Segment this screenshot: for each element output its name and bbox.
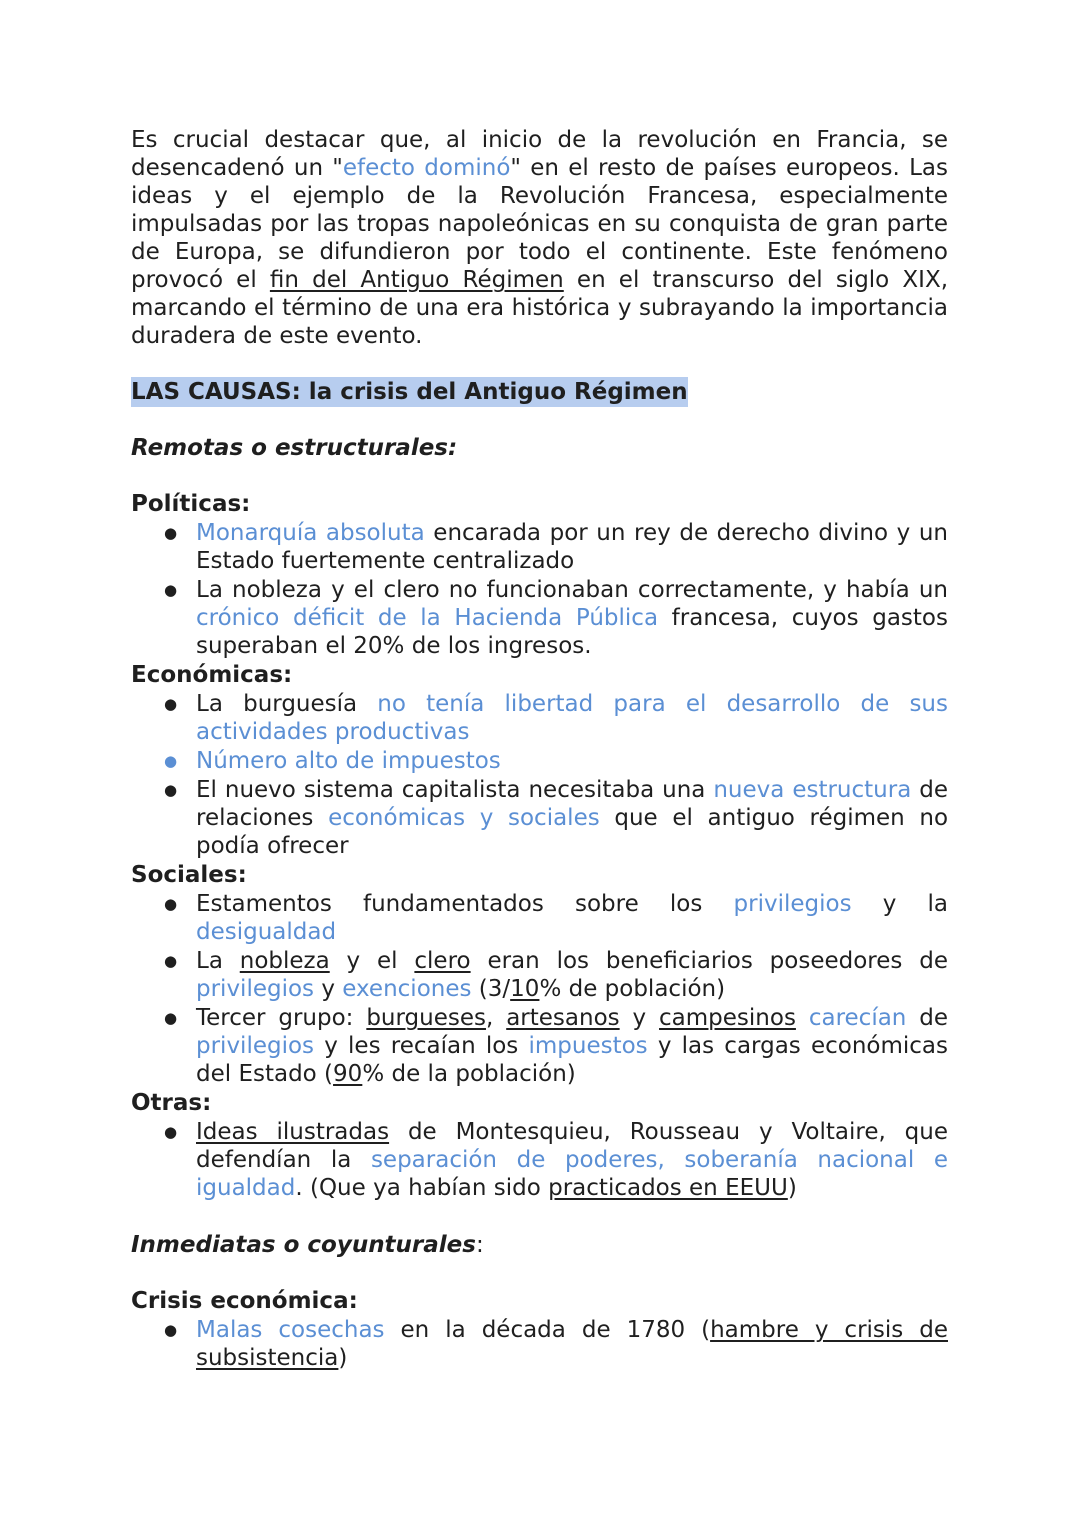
item-text: La	[196, 948, 240, 974]
item-text: (3/	[471, 976, 511, 1002]
item-text: La nobleza y el clero no funcionaban correctamente, y había un	[196, 577, 948, 603]
underlined-term: artesanos	[506, 1005, 620, 1031]
item-text: ,	[486, 1005, 507, 1031]
underlined-term: burgueses	[366, 1005, 486, 1031]
intro-text: en el transcurso del siglo XIX, marcando el término de una era histórica y subrayando la importancia duradera de este evento.	[131, 267, 949, 349]
document-page	[131, 126, 948, 1373]
list-item	[196, 690, 948, 746]
item-text: % de la población)	[362, 1061, 576, 1087]
subheading-colon: :	[475, 1232, 484, 1258]
item-text: y la	[851, 891, 948, 917]
list-sociales	[131, 890, 948, 1088]
category-otras: Otras:	[131, 1090, 212, 1116]
item-text: y les recaían los	[314, 1033, 529, 1059]
highlight-term: privilegios	[196, 1033, 315, 1059]
underlined-term: fin del Antiguo Régimen	[269, 267, 564, 293]
highlight-term: Monarquía absoluta	[196, 520, 425, 546]
item-text: en la década de 1780 (	[384, 1317, 711, 1343]
subheading-remotas: Remotas o estructurales:	[131, 435, 458, 461]
list-item	[196, 519, 948, 575]
highlight-term: no tenía libertad para el desarrollo de sus actividades productivas	[196, 691, 948, 745]
list-crisis	[131, 1316, 948, 1372]
highlight-term: desigualdad	[196, 919, 337, 945]
item-text: que el antiguo régimen no podía ofrecer	[196, 805, 949, 859]
intro-text: Es crucial destacar que, al inicio de la revolución en Francia, se desencadenó un "	[131, 127, 948, 181]
highlight-term: impuestos	[528, 1033, 648, 1059]
highlight-term: crónico déficit de la Hacienda Pública	[196, 605, 659, 631]
item-text: francesa, cuyos gastos superaban el 20% de los ingresos.	[196, 605, 948, 659]
item-text: y	[314, 976, 343, 1002]
category-economicas: Económicas:	[131, 662, 293, 688]
list-otras	[131, 1118, 948, 1202]
item-text: de Montesquieu, Rousseau y Voltaire, que defendían la	[196, 1119, 948, 1173]
item-text: encarada por un rey de derecho divino y un Estado fuertemente centralizado	[196, 520, 948, 574]
item-text: de relaciones	[196, 777, 949, 831]
item-text: )	[338, 1345, 348, 1371]
category-crisis: Crisis económica:	[131, 1288, 358, 1314]
intro-paragraph	[131, 126, 948, 350]
item-text: . (Que ya habían sido	[295, 1175, 549, 1201]
subheading-inmediatas	[131, 1231, 948, 1259]
item-text: El nuevo sistema capitalista necesitaba una	[196, 777, 714, 803]
highlight-term: Número alto de impuestos	[196, 748, 501, 774]
list-item	[196, 576, 948, 660]
list-item	[196, 947, 948, 1003]
list-item	[196, 890, 948, 946]
list-item	[196, 1316, 948, 1372]
highlight-term: exenciones	[342, 976, 472, 1002]
underlined-term: clero	[414, 948, 471, 974]
item-text: y	[619, 1005, 660, 1031]
underlined-term: campesinos	[659, 1005, 796, 1031]
item-text: de	[906, 1005, 949, 1031]
highlight-term: económicas y sociales	[328, 805, 600, 831]
item-text: y las cargas económicas del Estado (	[196, 1033, 948, 1087]
list-item	[196, 776, 948, 860]
list-politicas	[131, 519, 948, 660]
list-economicas	[131, 690, 948, 860]
item-text: y el	[329, 948, 415, 974]
category-politicas: Políticas:	[131, 491, 251, 517]
underlined-term: Ideas ilustradas	[196, 1119, 390, 1145]
highlight-term: privilegios	[196, 976, 315, 1002]
underlined-term: 10	[510, 976, 540, 1002]
underlined-term: hambre y crisis de subsistencia	[196, 1317, 948, 1371]
highlight-term: nueva estructura	[713, 777, 912, 803]
item-text: Tercer grupo:	[196, 1005, 367, 1031]
item-text: Estamentos fundamentados sobre los	[196, 891, 734, 917]
section-heading-text: LAS CAUSAS: la crisis del Antiguo Régimen	[131, 379, 688, 405]
highlight-term: separación de poderes, soberanía nacional e igualdad	[196, 1147, 949, 1201]
underlined-term: practicados en EEUU	[548, 1175, 788, 1201]
highlight-term: privilegios	[733, 891, 852, 917]
intro-text: " en el resto de países europeos. Las ideas y el ejemplo de la Revolución Francesa, especialmente impulsadas por las tropas napoleónicas en su conquista de gran parte de Europa, se difundieron por todo el continente. Este fenómeno provocó el	[131, 155, 949, 293]
list-item	[196, 747, 948, 775]
subheading-text: Inmediatas o coyunturales	[131, 1232, 476, 1258]
highlight-term: efecto dominó	[342, 155, 511, 181]
underlined-term: 90	[333, 1061, 363, 1087]
item-text: % de población)	[539, 976, 726, 1002]
list-item	[196, 1118, 948, 1202]
item-text	[796, 1005, 809, 1031]
list-item	[196, 1004, 948, 1088]
underlined-term: nobleza	[239, 948, 330, 974]
highlight-term: Malas cosechas	[196, 1317, 385, 1343]
item-text: eran los beneficiarios poseedores de	[470, 948, 948, 974]
item-text: La burguesía	[196, 691, 378, 717]
highlight-term: carecían	[808, 1005, 907, 1031]
section-heading	[131, 378, 948, 406]
category-sociales: Sociales:	[131, 862, 247, 888]
item-text: )	[787, 1175, 797, 1201]
